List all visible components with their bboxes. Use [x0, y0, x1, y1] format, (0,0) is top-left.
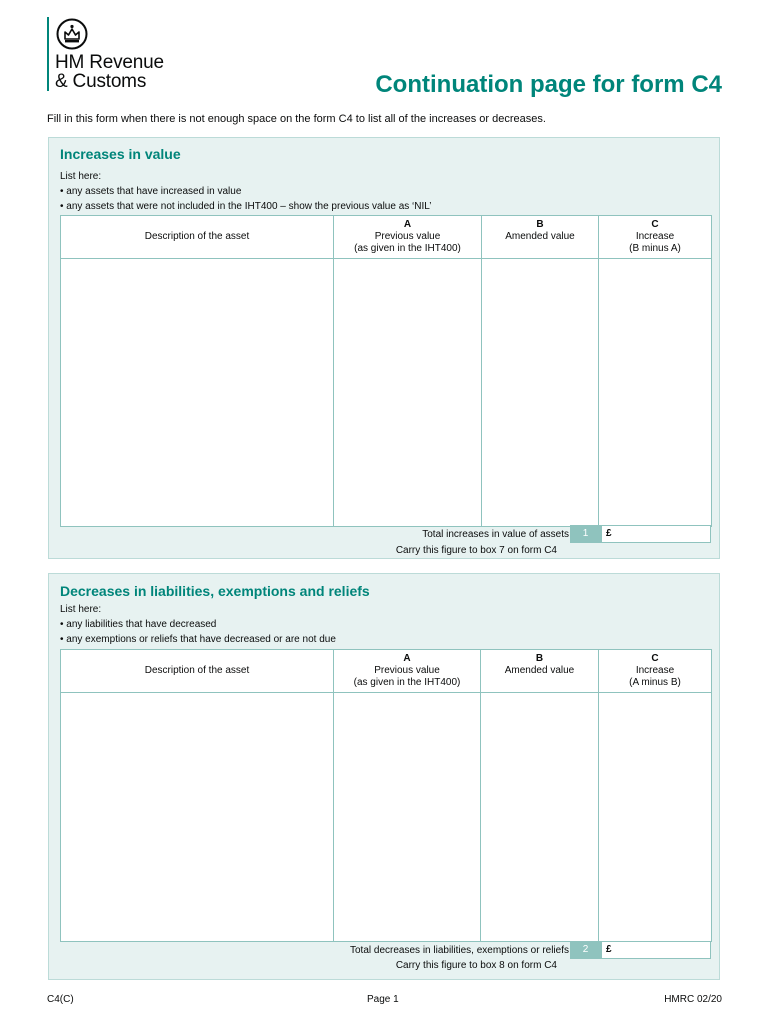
increases-total-row: [60, 525, 711, 543]
royal-crest-icon: [56, 18, 88, 50]
column-a-header: A Previous value (as given in the IHT400): [334, 216, 482, 259]
decreases-total-row: [60, 941, 711, 959]
list-item: • any assets that have increased in value: [60, 186, 242, 197]
increases-table: [60, 215, 712, 527]
increases-heading: Increases in value: [60, 146, 181, 162]
currency-symbol: £: [606, 944, 612, 955]
list-intro: List here:: [60, 171, 102, 182]
carry-note: Carry this figure to box 8 on form C4: [395, 960, 557, 971]
total-label: Total decreases in liabilities, exemptions or reliefs: [350, 945, 569, 956]
intro-text: Fill in this form when there is not enough space on the form C4 to list all of the increases or decreases.: [47, 113, 546, 125]
column-b-header: B Amended value: [482, 216, 599, 259]
previous-value-input-area[interactable]: [334, 693, 481, 942]
total-label: Total increases in value of assets: [422, 529, 569, 540]
increase-input-area[interactable]: [599, 259, 712, 527]
column-c-header: C Increase (B minus A): [599, 216, 712, 259]
decreases-section: [48, 573, 720, 980]
column-description-header: Description of the asset: [61, 216, 334, 259]
decreases-table: [60, 649, 712, 942]
box-number: 2: [570, 941, 601, 959]
column-c-header: C Increase (A minus B): [599, 650, 712, 693]
list-item: • any exemptions or reliefs that have decreased or are not due: [60, 634, 336, 645]
description-input-area[interactable]: [61, 693, 334, 942]
decreases-list: [60, 602, 336, 647]
total-increases-field[interactable]: [601, 525, 711, 543]
increases-section: [48, 137, 720, 559]
department-line-1: HM Revenue: [55, 52, 164, 73]
total-decreases-field[interactable]: [601, 941, 711, 959]
column-b-header: B Amended value: [481, 650, 599, 693]
currency-symbol: £: [606, 528, 612, 539]
previous-value-input-area[interactable]: [334, 259, 482, 527]
decreases-heading: Decreases in liabilities, exemptions and reliefs: [60, 583, 370, 599]
department-line-2: & Customs: [55, 71, 147, 92]
page-title: Continuation page for form C4: [375, 71, 722, 98]
footer-version: HMRC 02/20: [664, 994, 722, 1005]
carry-note: Carry this figure to box 7 on form C4: [395, 545, 557, 556]
description-input-area[interactable]: [61, 259, 334, 527]
footer-page-number: Page 1: [367, 994, 399, 1005]
column-a-header: A Previous value (as given in the IHT400): [334, 650, 481, 693]
increases-list: [60, 169, 432, 214]
amended-value-input-area[interactable]: [482, 259, 599, 527]
logo-bar: [47, 17, 49, 91]
list-item: • any liabilities that have decreased: [60, 619, 217, 630]
footer-form-code: C4(C): [47, 994, 74, 1005]
amended-value-input-area[interactable]: [481, 693, 599, 942]
list-intro: List here:: [60, 604, 102, 615]
list-item: • any assets that were not included in the IHT400 – show the previous value as ‘NIL’: [60, 201, 432, 212]
department-name: [55, 53, 164, 91]
box-number: 1: [570, 525, 601, 543]
decrease-input-area[interactable]: [599, 693, 712, 942]
column-description-header: Description of the asset: [61, 650, 334, 693]
